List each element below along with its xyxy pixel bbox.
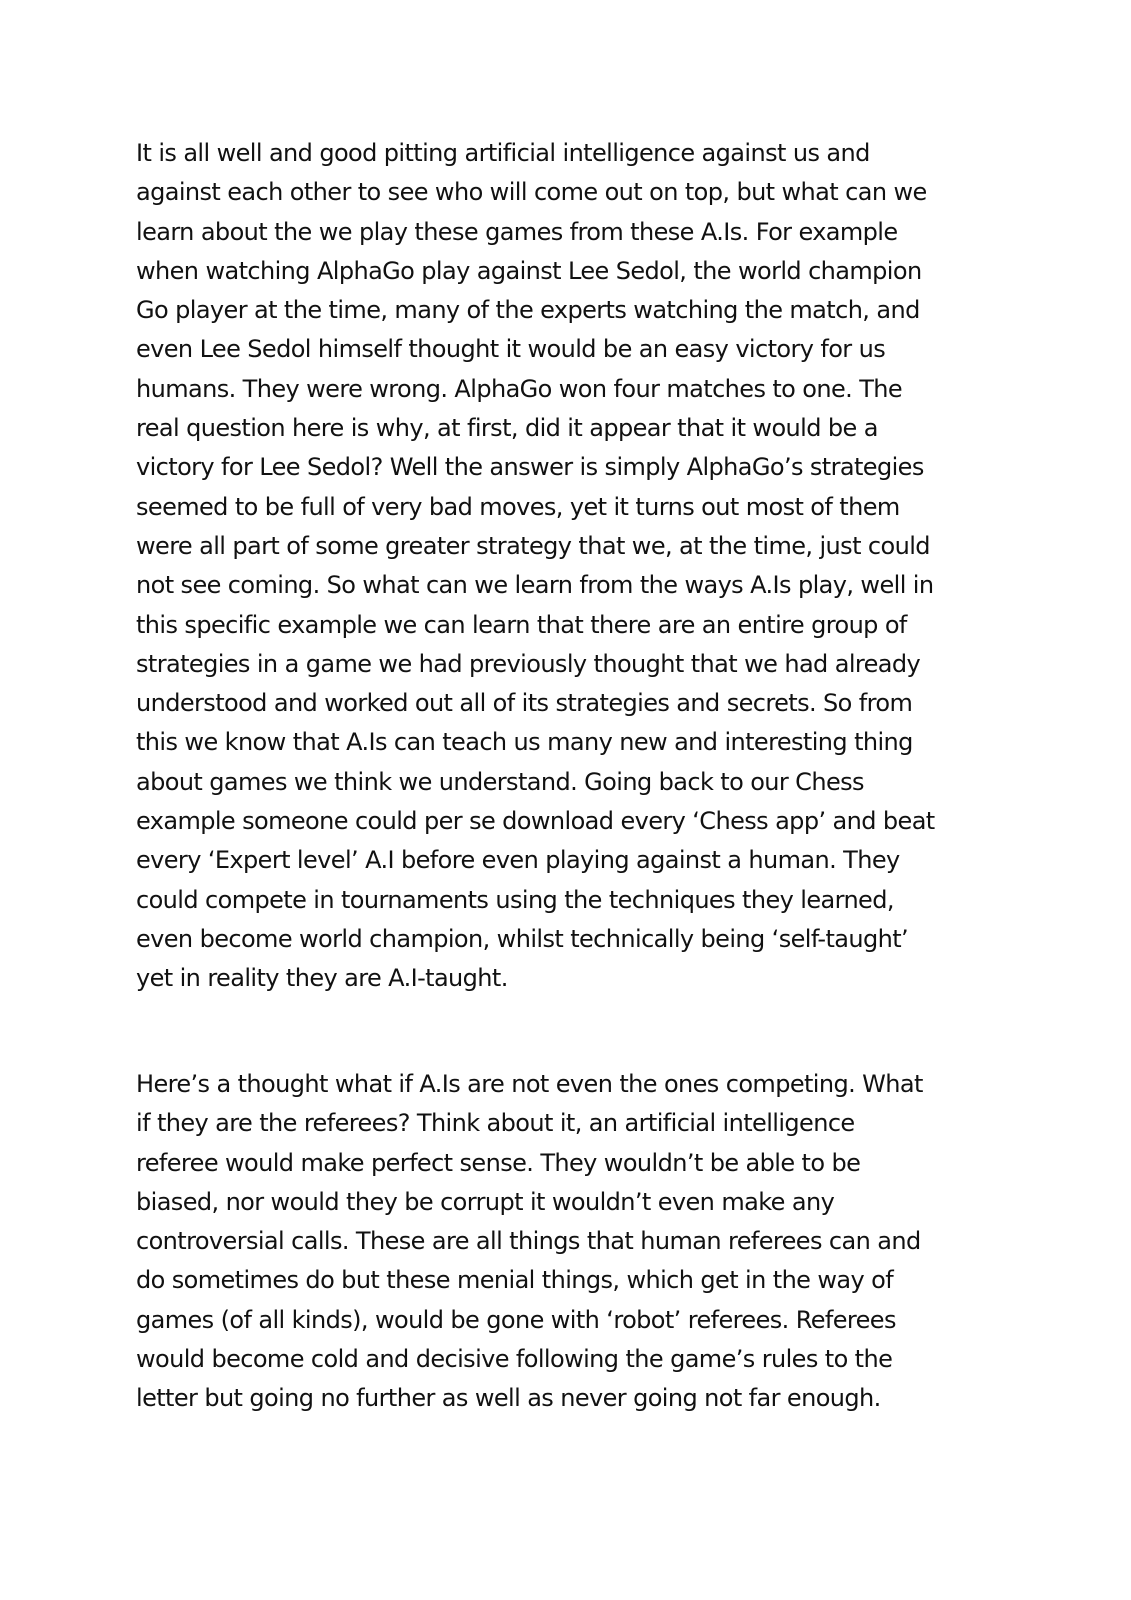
text-line: even become world champion, whilst technically being ‘self-taught’ [136,924,909,953]
text-line: when watching AlphaGo play against Lee Sedol, the world champion [136,256,922,285]
text-line: real question here is why, at first, did it appear that it would be a [136,414,878,443]
text-line: Go player at the time, many of the experts watching the match, and [136,296,920,325]
text-line: It is all well and good pitting artificial intelligence against us and [136,139,870,167]
text-line: biased, nor would they be corrupt it wouldn’t even make any [136,1187,835,1216]
text-line: referee would make perfect sense. They wouldn’t be able to be [136,1148,861,1177]
text-line: yet in reality they are A.I-taught. [136,964,508,993]
text-line: example someone could per se download every ‘Chess app’ and beat [136,807,935,836]
text-line: this we know that A.Is can teach us many new and interesting thing [136,728,913,757]
text-line: games (of all kinds), would be gone with ‘robot’ referees. Referees [136,1305,896,1334]
text-line: about games we think we understand. Going back to our Chess [136,767,864,796]
text-line: strategies in a game we had previously thought that we had already [136,649,921,678]
text-line: letter but going no further as well as never going not far enough. [136,1384,881,1413]
paragraph-ai-games-learning [136,134,996,999]
text-line: Here’s a thought what if A.Is are not even the ones competing. What [136,1070,923,1098]
text-line: even Lee Sedol himself thought it would be an easy victory for us [136,335,886,364]
text-line: seemed to be full of very bad moves, yet it turns out most of them [136,492,900,521]
text-line: do sometimes do but these menial things, which get in the way of [136,1266,894,1295]
text-line: learn about the we play these games from these A.Is. For example [136,217,898,246]
text-line: not see coming. So what can we learn from the ways A.Is play, well in [136,571,934,600]
text-line: victory for Lee Sedol? Well the answer is simply AlphaGo’s strategies [136,453,924,482]
text-line: were all part of some greater strategy that we, at the time, just could [136,531,930,560]
text-line: against each other to see who will come out on top, but what can we [136,178,927,207]
text-line: every ‘Expert level’ A.I before even playing against a human. They [136,846,900,875]
text-line: understood and worked out all of its strategies and secrets. So from [136,689,913,718]
text-line: this specific example we can learn that there are an entire group of [136,610,907,639]
text-line: controversial calls. These are all things that human referees can and [136,1227,921,1256]
paragraph-ai-referees [136,1065,996,1419]
text-line: could compete in tournaments using the techniques they learned, [136,885,894,914]
text-line: would become cold and decisive following the game’s rules to the [136,1345,893,1374]
text-line: if they are the referees? Think about it, an artificial intelligence [136,1109,855,1138]
text-line: humans. They were wrong. AlphaGo won four matches to one. The [136,374,903,403]
